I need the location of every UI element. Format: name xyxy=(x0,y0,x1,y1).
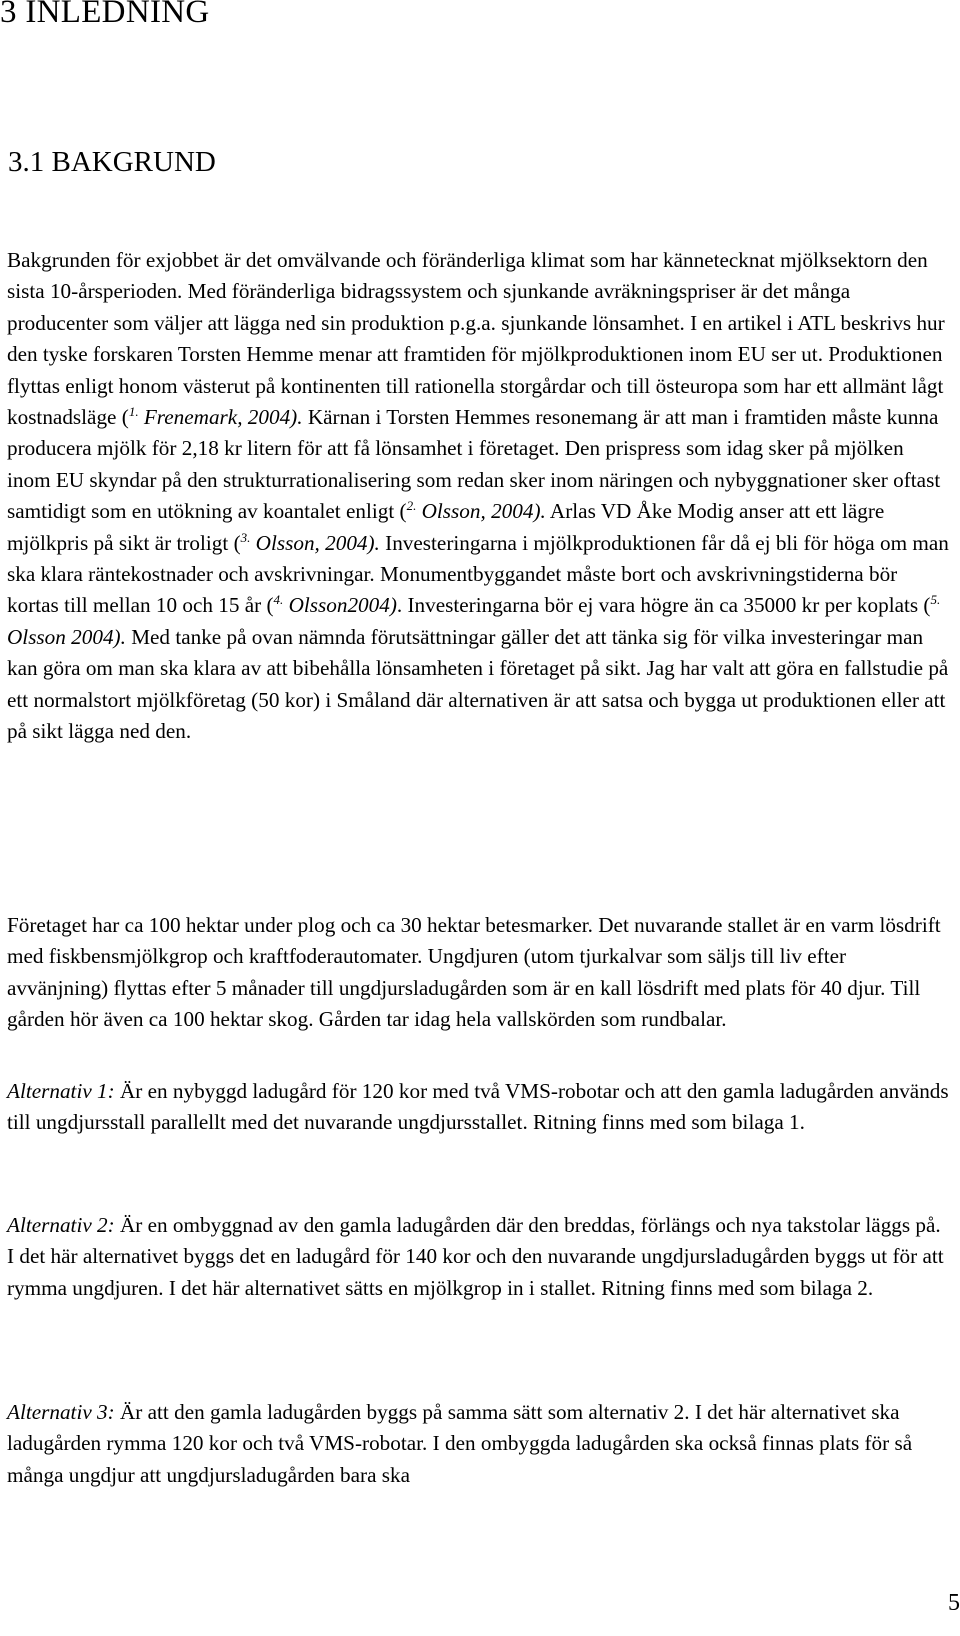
reference-number: 4. xyxy=(273,592,284,608)
chapter-heading: 3 INLEDNING xyxy=(0,0,210,30)
alternative-3-paragraph: Alternativ 3: Är att den gamla ladugården byggs på samma sätt som alternativ 2. I det här alternativet ska ladugården rymma 120 kor och två VMS-robotar. I den ombyggda ladugården ska också finnas plats för så många ungdjur att ungdjursladugården bara ska xyxy=(7,1400,913,1487)
alternative-1-paragraph: Alternativ 1: Är en nybyggd ladugård för 120 kor med två VMS-robotar och att den gamla ladugården används till ungdjursstall parallellt med det nuvarande ungdjursstallet. Ritning finns med som bilaga 1. xyxy=(7,1079,949,1135)
page-number: 5 xyxy=(948,1590,960,1616)
citation: Olsson, 2004). xyxy=(416,499,546,524)
reference-number: 3. xyxy=(240,529,251,545)
citation: Frenemark, 2004). xyxy=(138,405,303,430)
alternative-label: Alternativ 3: xyxy=(7,1400,115,1424)
background-paragraph: Bakgrunden för exjobbet är det omvälvande och föränderliga klimat som har kännetecknat mjölksektorn den sista 10-årsperioden. Med föränderliga bidragssystem och sjunkande avräkningspriser är det många producenter som väljer att lägga ned sin produktion p.g.a. sjunkande lönsamhet. I en artikel i ATL beskrivs hur den tyske forskaren Torsten Hemme menar att framtiden för mjölkproduktionen inom EU ser ut. Produktionen flyttas enligt honom västerut på kontinenten till rationella storgårdar och till östeuropa som har ett allmänt lågt kostnadsläge ($^{1.}$ Frenemark, 2004). Kärnan i Torsten Hemmes resonemang är att man i framtiden måste kunna producera mjölk för 2,18 kr litern för att få lönsamhet i företaget. Den prispress som idag sker på mjölken inom EU skyndar på den strukturrationalisering som redan sker inom näringen och nybyggnationer sker oftast samtidigt som en utökning av koantalet enligt ($^{2.}$ Olsson, 2004). Arlas VD Åke Modig anser att ett lägre mjölkpris på sikt är troligt ($^{3.}$ Olsson, 2004). Investeringarna i mjölkproduktionen får då ej bli för höga om man ska klara räntekostnader och avskrivningar. Monumentbyggandet måste bort och avskrivningstiderna bör kortas till mellan 10 och 15 år ($^{4.}$ Olsson2004). Investeringarna bör ej vara högre än ca 35000 kr per koplats ($^{5.}$ Olsson 2004). Med tanke på ovan nämnda förutsättningar gäller det att tänka sig för vilka investeringar man kan göra om man ska klara av att bibehålla lönsamheten i företaget på sikt. Jag har valt att göra en fallstudie på ett normalstort mjölkföretag (50 kor) i Småland där alternativen är att satsa och bygga ut produktionen eller att på sikt lägga ned den. xyxy=(7,248,949,744)
reference-number: 1. xyxy=(128,403,139,419)
reference-number: 5. xyxy=(930,592,941,608)
citation: Olsson 2004). xyxy=(7,624,126,649)
citation: Olsson2004) xyxy=(283,593,397,618)
alternative-2-paragraph: Alternativ 2: Är en ombyggnad av den gamla ladugården där den breddas, förlängs och nya takstolar läggs på. I det här alternativet byggs det en ladugård för 140 kor och den nuvarande ungdjursladugården byggs ut för att rymma ungdjuren. I det här alternativet sätts en mjölkgrop in i stallet. Ritning finns med som bilaga 2. xyxy=(7,1213,944,1300)
citation: Olsson, 2004). xyxy=(250,530,380,555)
farm-description-paragraph: Företaget har ca 100 hektar under plog och ca 30 hektar betesmarker. Det nuvarande stallet är en varm lösdrift med fiskbensmjölkgrop och kraftfoderautomater. Ungdjuren (utom tjurkalvar som säljs till liv efter avvänjning) flyttas efter 5 månader till ungdjursladugården som är en kall lösdrift med plats för 40 djur. Till gården hör även ca 100 hektar skog. Gården tar idag hela vallskörden som rundbalar. xyxy=(7,913,941,1032)
alternative-label: Alternativ 2: xyxy=(7,1213,115,1237)
alternative-label: Alternativ 1: xyxy=(7,1079,115,1103)
section-heading: 3.1 BAKGRUND xyxy=(8,146,216,178)
reference-number: 2. xyxy=(406,498,417,514)
